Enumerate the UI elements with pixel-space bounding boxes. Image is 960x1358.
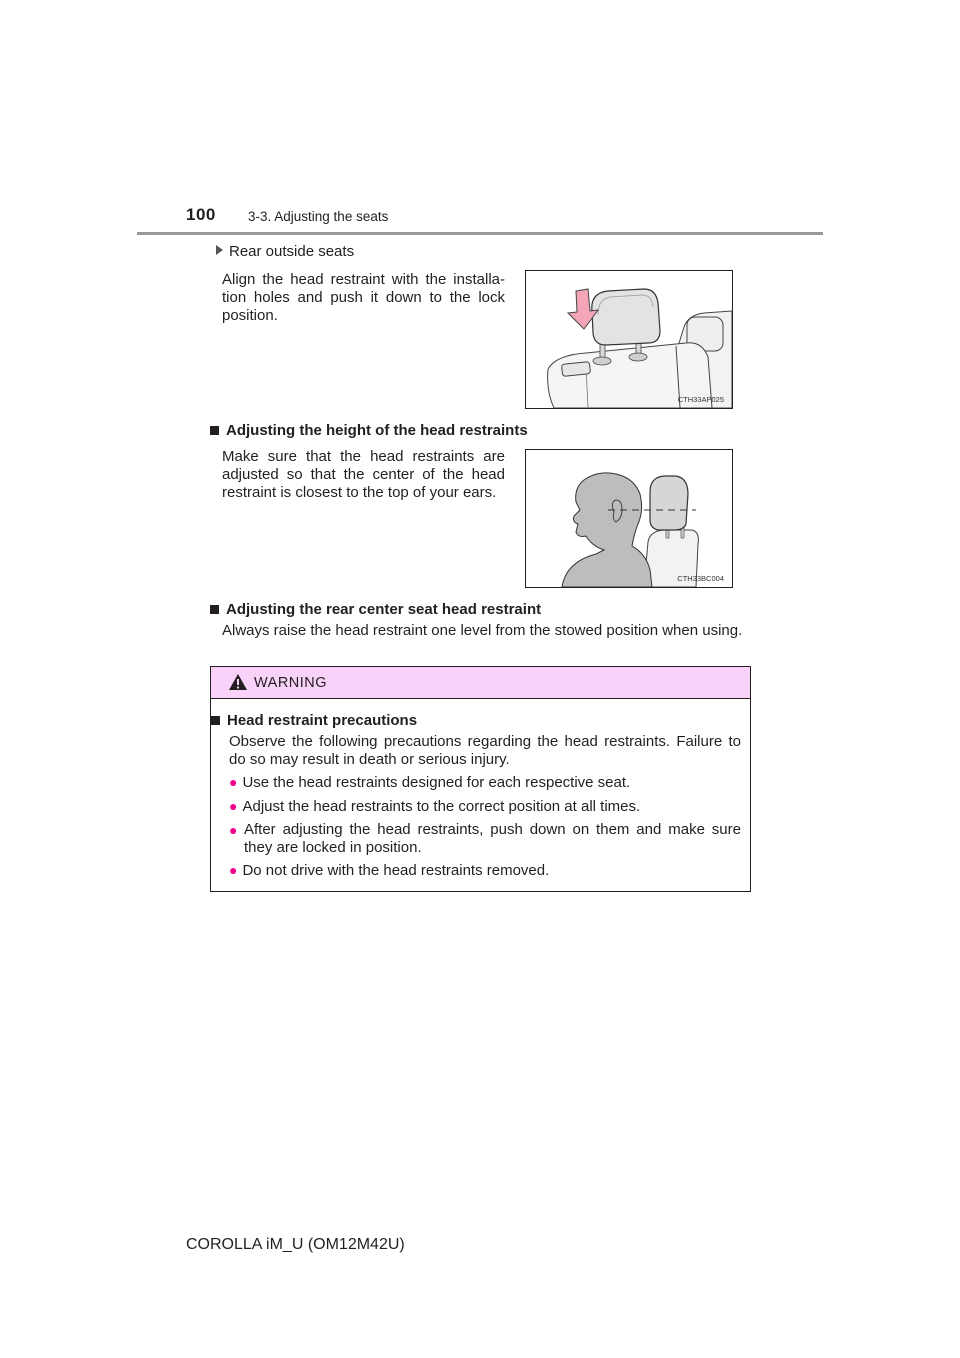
warning-triangle-icon [228,673,248,691]
circle-bullet-icon: ● [229,822,238,838]
page-number: 100 [186,205,216,224]
warning-item [229,773,741,792]
rear-outside-figure [525,270,733,409]
rear-outside-subheading [216,243,354,260]
warning-item [229,821,741,857]
warning-box [210,666,751,892]
warning-header [211,667,750,699]
rear-outside-text: Align the head restraint with the installa-tion holes and push it down to the lock position. [222,271,505,324]
height-heading-text: Adjusting the height of the head restraints [226,422,528,439]
circle-bullet-icon: ● [229,774,238,790]
warning-heading [211,712,417,730]
warning-item-text: Adjust the head restraints to the correct position at all times. [242,798,641,815]
rear-center-text: Always raise the head restraint one level from the stowed position when using. [222,622,743,639]
square-bullet-icon [210,605,219,614]
height-figure [525,449,733,588]
warning-item-text: After adjusting the head restraints, push down on them and make sure they are locked in position. [244,821,741,856]
rear-center-heading-text: Adjusting the rear center seat head restraint [226,601,542,618]
triangle-right-icon [216,245,223,255]
rear-outside-subheading-text: Rear outside seats [229,243,355,260]
head-restraint-install-illustration [526,271,732,408]
header-rule [137,232,823,235]
figure-code: CTH33AP025 [677,395,724,404]
warning-label: WARNING [254,675,328,691]
warning-item-text: Do not drive with the head restraints removed. [242,862,550,879]
square-bullet-icon [210,426,219,435]
warning-heading-text: Head restraint precautions [227,712,418,729]
warning-intro: Observe the following precautions regarding the head restraints. Failure to do so may result in death or serious injury. [229,733,741,768]
height-heading [210,422,528,440]
section-title: 3-3. Adjusting the seats [248,209,389,224]
warning-item-text: Use the head restraints designed for each respective seat. [242,774,631,791]
figure-code: CTH33BC004 [677,574,724,583]
circle-bullet-icon: ● [229,862,238,878]
head-height-illustration [526,450,732,587]
square-bullet-icon [211,716,220,725]
warning-item [229,861,741,880]
rear-center-heading [210,601,541,619]
height-text: Make sure that the head restraints are adjusted so that the center of the head restraint is closest to the top of your ears. [222,448,505,501]
warning-item [229,797,741,816]
circle-bullet-icon: ● [229,798,238,814]
footer-model: COROLLA iM_U (OM12M42U) [186,1236,405,1253]
